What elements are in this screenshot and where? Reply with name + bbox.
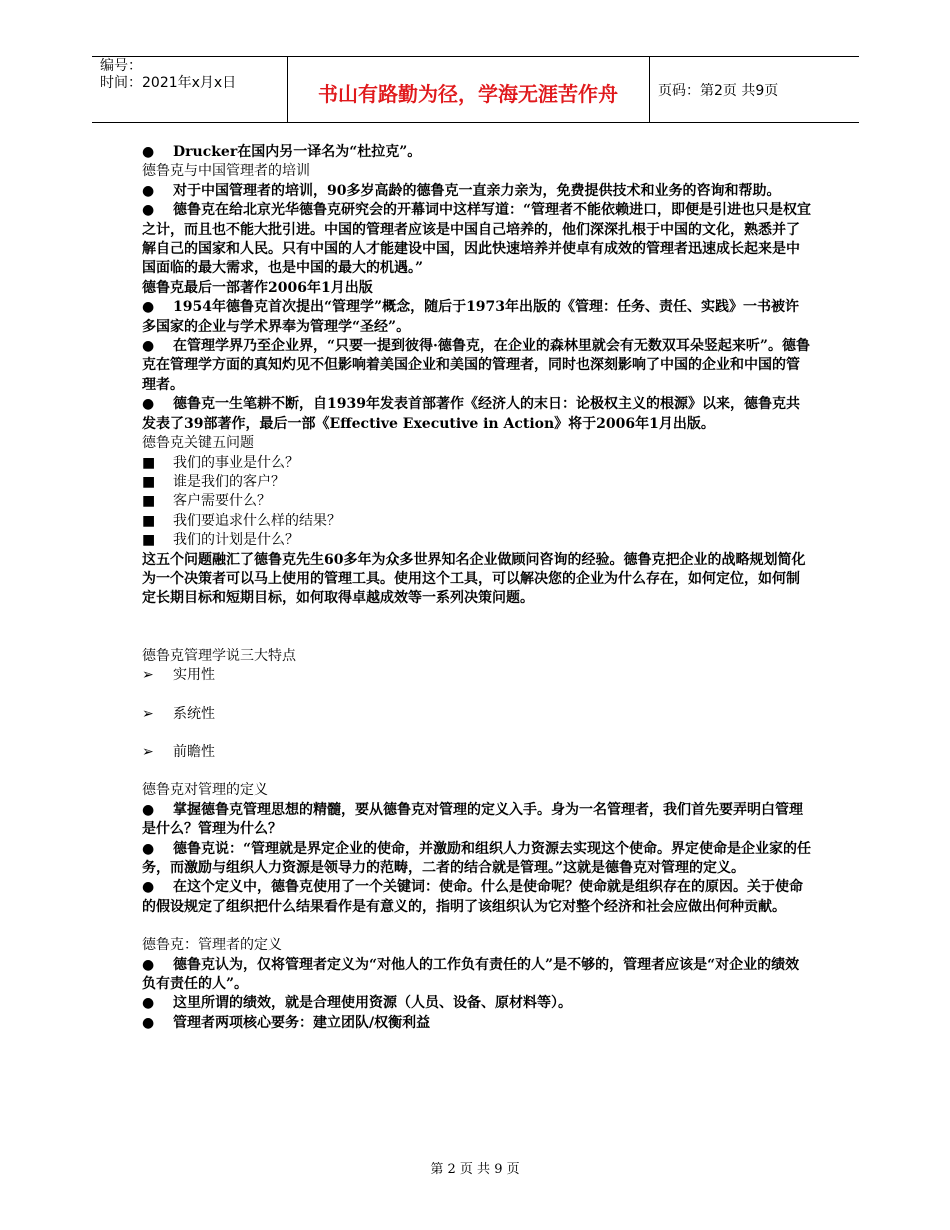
paragraph: ● 在这个定义中，德鲁克使用了一个关键词：使命。什么是使命呢？使命就是组织存在的原因。关于使命的假设规定了组织把什么结果看作是有意义的，指明了该组织认为它对整个经济和社会应做出何种贡献。 [142,879,803,915]
list-item: ➢ 实用性 [142,666,812,685]
header-top-rule [92,56,859,57]
bullet-icon: ● [142,182,155,199]
paragraph: ● 对于中国管理者的培训，90多岁高龄的德鲁克一直亲力亲为，免费提供技术和业务的咨询和帮助。 [142,182,812,201]
bullet-icon: ● [142,801,155,818]
bullet-icon: ● [142,995,155,1012]
arrow-bullet-icon: ➢ [142,743,154,760]
arrow-bullet-icon: ➢ [142,705,154,722]
paragraph: ● 1954年德鲁克首次提出“管理学”概念，随后于1973年出版的《管理：任务、责任、实践》一书被许多国家的企业与学术界奉为管理学“圣经”。 [142,299,800,335]
header-motto: 书山有路勤为径，学海无涯苦作舟 [318,82,618,106]
header-bottom-rule [92,122,859,123]
list-item: ■ 我们的计划是什么？ [142,531,812,550]
date-label: 时间：2021年x月x日 [100,75,237,91]
list-item: ■ 我们的事业是什么？ [142,454,812,473]
bullet-icon: ● [142,840,155,857]
section-heading: 德鲁克与中国管理者的培训 [142,163,310,180]
bullet-icon: ● [142,879,155,896]
bullet-icon: ● [142,396,155,413]
document-body [142,143,812,1033]
header-meta [100,58,236,92]
square-bullet-icon: ■ [142,493,156,510]
header-page-info: 页码：第2页 共9页 [658,83,779,99]
section-heading: 德鲁克关键五问题 [142,435,254,452]
paragraph: ● 德鲁克一生笔耕不断，自1939年发表首部著作《经济人的末日：论极权主义的根源》以来，德鲁克共发表了39部著作，最后一部《Effective Executive in Action》将于2006年1月出版。 [142,396,800,432]
section-heading: 德鲁克：管理者的定义 [142,937,282,954]
header-divider-right [649,56,650,122]
paragraph: ● 德鲁克认为，仅将管理者定义为“对他人的工作负有责任的人”是不够的，管理者应该是“对企业的绩效负有责任的人”。 [142,956,800,993]
bullet-icon: ● [142,1014,155,1031]
list-item: ➢ 前瞻性 [142,743,812,762]
square-bullet-icon: ■ [142,532,156,549]
list-item: ■ 谁是我们的客户？ [142,473,812,492]
section-heading: 德鲁克管理学说三大特点 [142,647,296,664]
arrow-bullet-icon: ➢ [142,667,154,684]
section-heading: 德鲁克对管理的定义 [142,782,268,799]
paragraph: ● 德鲁克在给北京光华德鲁克研究会的开幕词中这样写道：“管理者不能依赖进口，即便是引进也只是权宜之计，而且也不能大批引进。中国的管理者应该是中国自己培养的，他们深深扎根于中国的文化，熟悉并了解自己的国家和人民。只有中国的人才能建设中国，因此快速培养并使卓有成效的管理者迅速成长起来是中国面临的最大需求，也是中国的最大的机遇。” [142,202,812,277]
bullet-icon: ● [142,144,155,160]
bullet-icon: ● [142,299,155,316]
paragraph: ● 这里所谓的绩效，就是合理使用资源（人员、设备、原材料等）。 [142,994,812,1013]
square-bullet-icon: ■ [142,454,156,471]
number-label: 编号： [100,58,142,74]
square-bullet-icon: ■ [142,512,156,529]
list-item: ■ 我们要追求什么样的结果？ [142,512,812,531]
square-bullet-icon: ■ [142,473,156,490]
paragraph: 这五个问题融汇了德鲁克先生60多年为众多世界知名企业做顾问咨询的经验。德鲁克把企业的战略规划简化为一个决策者可以马上使用的管理工具。使用这个工具，可以解决您的企业为什么存在，如何定位，如何制定长期目标和短期目标，如何取得卓越成效等一系列决策问题。 [142,551,806,607]
list-item: ➢ 系统性 [142,705,812,724]
paragraph: ● 掌握德鲁克管理思想的精髓，要从德鲁克对管理的定义入手。身为一名管理者，我们首先要弄明白管理是什么？管理为什么？ [142,801,803,838]
paragraph: ● Drucker在国内另一译名为“杜拉克”。 [142,143,812,162]
section-heading: 德鲁克最后一部著作2006年1月出版 [142,279,373,296]
paragraph: ● 在管理学界乃至企业界，“只要一提到彼得·德鲁克，在企业的森林里就会有无数双耳朵竖起来听”。德鲁克在管理学方面的真知灼见不但影响着美国企业和美国的管理者，同时也深刻影响了中国的企业和中国的管理者。 [142,338,810,393]
paragraph: ● 管理者两项核心要务：建立团队/权衡利益 [142,1014,812,1033]
paragraph: ● 德鲁克说：“管理就是界定企业的使命，并激励和组织人力资源去实现这个使命。界定使命是企业家的任务，而激励与组织人力资源是领导力的范畴，二者的结合就是管理。”这就是德鲁克对管理的定义。 [142,840,812,876]
page-footer: 第 2 页 共 9 页 [430,1162,520,1177]
bullet-icon: ● [142,956,155,973]
bullet-icon: ● [142,338,155,355]
bullet-icon: ● [142,202,155,219]
list-item: ■ 客户需要什么？ [142,492,812,511]
